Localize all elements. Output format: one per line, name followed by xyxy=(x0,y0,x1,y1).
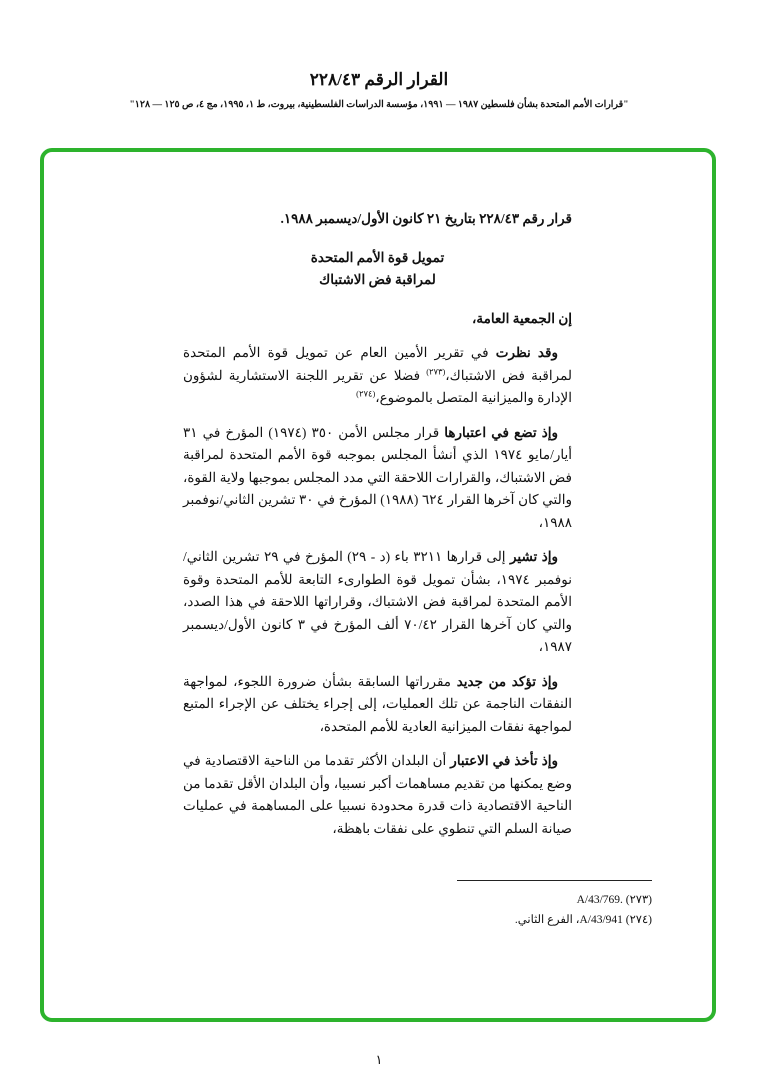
footnote-ref-274: (٢٧٤) xyxy=(356,389,376,399)
paragraph-text: أن البلدان الأكثر تقدما من الناحية الاقتصادية في وضع يمكنها من تقديم مساهمات أكبر نسبيا، وأن البلدان الأقل تقدما من الناحية الاقتصادية ذات قدرة محدودة نسبيا على المساهمة في عمليات صيانة السلم التي تنطوي على نفقات باهظة، xyxy=(183,753,572,836)
resolution-document xyxy=(183,208,652,930)
page-header xyxy=(0,0,758,110)
paragraph-text: في تقرير الأمين العام عن تمويل قوة الأمم المتحدة لمراقبة فض الاشتباك، xyxy=(183,345,572,383)
paragraph-text: فضلا عن تقرير اللجنة الاستشارية لشؤون الإدارة والميزانية المتصل بالموضوع، xyxy=(183,367,572,405)
paragraph-lead: وإذ تشير xyxy=(509,549,558,564)
resolution-subject xyxy=(183,247,572,292)
resolution-title: قرار رقم ٢٢٨/٤٣ بتاريخ ٢١ كانون الأول/ديسمبر ١٩٨٨. xyxy=(280,211,572,226)
paragraph-lead: وإذ تضع في اعتبارها xyxy=(444,424,558,440)
page-footer xyxy=(0,1052,758,1068)
footnote-ref-273: (٢٧٣) xyxy=(426,367,446,376)
paragraph-lead: وإذ تؤكد من جديد xyxy=(456,673,558,689)
footnote-item xyxy=(402,890,652,910)
preamble-opening: إن الجمعية العامة، xyxy=(472,310,572,326)
footnote-text: ، الفرع الثاني. xyxy=(514,914,580,926)
preamble-paragraph xyxy=(183,671,572,739)
preamble-paragraph xyxy=(183,342,572,410)
source-citation: "قرارات الأمم المتحدة بشأن فلسطين ١٩٨٧ — ١٩٩١، مؤسسة الدراسات الفلسطينية، بيروت، ط ١، ١٩٩٥، مج ٤، ص ١٢٥ — ١٢٨" xyxy=(129,100,629,110)
subject-line-2: لمراقبة فض الاشتباك xyxy=(319,272,436,287)
document-frame xyxy=(40,148,716,1022)
footnotes-section xyxy=(402,880,652,930)
page-number: ١ xyxy=(375,1052,383,1067)
paragraph-text: إلى قرارها ٣٢١١ باء (د - ٢٩) المؤرخ في ٢٩ تشرين الثاني/نوفمبر ١٩٧٤، بشأن تمويل قوة الطوارىء التابعة للأمم المتحدة وقوة الأمم المتحدة لمراقبة فض الاشتباك، وقراراتها اللاحقة في هذا الصدد، والتي كان آخرها القرار ٧٠/٤٢ ألف المؤرخ في ٣ كانون الأول/ديسمبر ١٩٨٧، xyxy=(183,549,573,654)
resolution-number-heading: القرار الرقم ٢٢٨/٤٣ xyxy=(309,70,449,89)
preamble-paragraph xyxy=(183,422,572,535)
footnote-document-symbol: A/43/941 xyxy=(579,914,623,926)
subject-line-1: تمويل قوة الأمم المتحدة xyxy=(310,249,445,265)
paragraph-lead: وقد نظرت xyxy=(495,345,558,360)
footnote-marker: (٢٧٤) xyxy=(625,914,652,926)
paragraph-text: قرار مجلس الأمن ٣٥٠ (١٩٧٤) المؤرخ في ٣١ أيار/مايو ١٩٧٤ الذي أنشأ المجلس بموجبه قوة الأمم المتحدة لمراقبة فض الاشتباك، والقرارات اللاحقة التي مدد المجلس بموجبها ولاية القوة، والتي كان آخرها القرار ٦٢٤ (١٩٨٨) المؤرخ في ٣٠ تشرين الثاني/نوفمبر ١٩٨٨، xyxy=(183,424,573,530)
preamble-paragraph xyxy=(183,546,572,659)
footnote-document-symbol: A/43/769. xyxy=(576,894,623,906)
footnote-item xyxy=(402,910,652,930)
footnote-marker: (٢٧٣) xyxy=(625,894,652,906)
footnote-divider xyxy=(457,880,652,881)
paragraph-lead: وإذ تأخذ في الاعتبار xyxy=(450,753,558,768)
paragraph-text: مقرراتها السابقة بشأن ضرورة اللجوء، لمواجهة النفقات الناجمة عن تلك العمليات، إلى إجراء يختلف عن الإجراء المتبع لمواجهة نفقات الميزانية العادية للأمم المتحدة، xyxy=(183,673,572,734)
preamble-paragraph xyxy=(183,750,572,840)
